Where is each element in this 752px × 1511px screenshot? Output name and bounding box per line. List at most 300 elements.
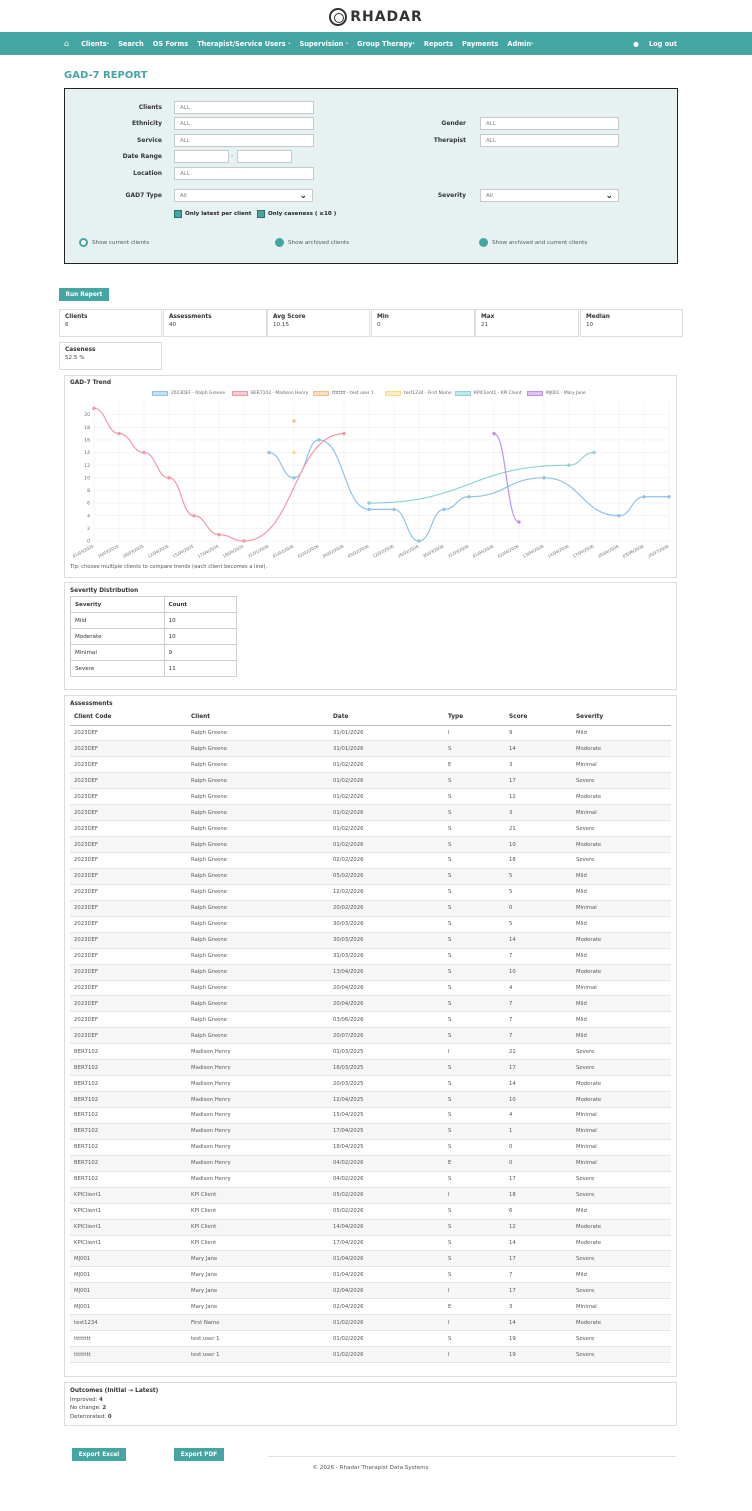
stat-value: 52.5 % bbox=[65, 355, 85, 361]
table-row bbox=[70, 1187, 671, 1203]
severity-cell: Severe bbox=[572, 1347, 671, 1363]
type-cell: S bbox=[444, 1092, 505, 1108]
date-cell: 12/04/2025 bbox=[329, 1092, 444, 1108]
chevron-down-icon: ⌄ bbox=[299, 191, 307, 201]
client-name-cell: Ralph Greene bbox=[187, 1028, 329, 1044]
gad7-type-label: GAD7 Type bbox=[125, 192, 162, 199]
score-cell: 19 bbox=[505, 1331, 572, 1347]
type-cell: S bbox=[444, 1219, 505, 1235]
stat-card-assessments bbox=[163, 309, 267, 337]
type-cell: S bbox=[444, 805, 505, 821]
stat-card-avg-score bbox=[267, 309, 370, 337]
score-cell: 14 bbox=[505, 1235, 572, 1251]
client-name-cell: test user 1 bbox=[187, 1331, 329, 1347]
score-cell: 1 bbox=[505, 1123, 572, 1139]
client-code-cell: BER7102 bbox=[70, 1076, 187, 1092]
nav-item-os-forms[interactable]: OS Forms bbox=[152, 39, 189, 48]
type-cell: S bbox=[444, 980, 505, 996]
severity-cell: Moderate bbox=[572, 1092, 671, 1108]
type-cell: I bbox=[444, 1044, 505, 1060]
nav-item-payments[interactable]: Payments bbox=[462, 39, 499, 48]
score-cell: 3 bbox=[505, 1299, 572, 1315]
severity-cell: Mild bbox=[572, 1267, 671, 1283]
type-cell: S bbox=[444, 853, 505, 869]
client-name-cell: Ralph Greene bbox=[187, 805, 329, 821]
severity-name-cell: Minimal bbox=[71, 645, 165, 661]
client-name-cell: Madison Henry bbox=[187, 1139, 329, 1155]
score-cell: 14 bbox=[505, 741, 572, 757]
score-cell: 0 bbox=[505, 1139, 572, 1155]
type-cell: S bbox=[444, 821, 505, 837]
client-code-cell: KPIClient1 bbox=[70, 1219, 187, 1235]
y-tick-label: 12 bbox=[84, 463, 90, 469]
client-name-cell: Ralph Greene bbox=[187, 853, 329, 869]
client-name-cell: KPI Client bbox=[187, 1235, 329, 1251]
client-name-cell: Madison Henry bbox=[187, 1123, 329, 1139]
score-cell: 7 bbox=[505, 948, 572, 964]
location-label: Location bbox=[133, 170, 162, 177]
client-name-cell: Ralph Greene bbox=[187, 996, 329, 1012]
client-name-cell: Madison Henry bbox=[187, 1076, 329, 1092]
x-tick-label: 30/03/2026 bbox=[421, 543, 445, 559]
table-row bbox=[70, 1283, 671, 1299]
client-name-cell: Mary Jane bbox=[187, 1299, 329, 1315]
type-cell: S bbox=[444, 1331, 505, 1347]
table-row bbox=[70, 853, 671, 869]
radio-current-label: Show current clients bbox=[92, 239, 150, 246]
type-cell: S bbox=[444, 1076, 505, 1092]
stat-card-max bbox=[475, 309, 579, 337]
chevron-down-icon: ⌄ bbox=[605, 191, 613, 201]
client-name-cell: Ralph Greene bbox=[187, 757, 329, 773]
date-cell: 02/04/2026 bbox=[329, 1299, 444, 1315]
type-cell: S bbox=[444, 1139, 505, 1155]
client-code-cell: 2023DEF bbox=[70, 948, 187, 964]
severity-count-cell: 11 bbox=[164, 661, 236, 677]
severity-count-cell: 10 bbox=[164, 613, 236, 629]
score-cell: 7 bbox=[505, 1267, 572, 1283]
date-cell: 01/02/2026 bbox=[329, 789, 444, 805]
logout-link[interactable]: Log out bbox=[648, 39, 677, 48]
legend-label: BER7102 - Madison Henry bbox=[251, 391, 309, 396]
y-tick-label: 18 bbox=[84, 425, 90, 431]
x-tick-label: 04/02/2026 bbox=[321, 543, 345, 559]
type-cell: S bbox=[444, 1012, 505, 1028]
user-icon: ● bbox=[633, 39, 639, 48]
type-cell: S bbox=[444, 1251, 505, 1267]
export-pdf-button[interactable]: Export PDF bbox=[174, 1448, 224, 1461]
service-input[interactable]: ALL bbox=[174, 134, 314, 147]
severity-cell: Severe bbox=[572, 1331, 671, 1347]
date-range-separator: - bbox=[231, 152, 234, 159]
radio-button-selected[interactable] bbox=[79, 238, 88, 247]
radio-current-clients[interactable] bbox=[79, 238, 149, 247]
nav-item-supervision[interactable]: Supervision · bbox=[299, 39, 349, 48]
type-cell: S bbox=[444, 1267, 505, 1283]
data-point bbox=[292, 419, 295, 422]
y-tick-label: 10 bbox=[84, 476, 90, 482]
score-cell: 17 bbox=[505, 1171, 572, 1187]
type-cell: S bbox=[444, 1235, 505, 1251]
severity-row bbox=[71, 661, 237, 677]
gad7-type-select[interactable] bbox=[174, 189, 313, 202]
severity-cell: Minimal bbox=[572, 1155, 671, 1171]
type-cell: S bbox=[444, 868, 505, 884]
data-point bbox=[442, 508, 445, 511]
client-code-cell: BER7102 bbox=[70, 1139, 187, 1155]
data-point bbox=[417, 539, 420, 542]
y-tick-label: 4 bbox=[87, 514, 90, 520]
run-report-button[interactable]: Run Report bbox=[59, 288, 109, 301]
client-code-cell: 2023DEF bbox=[70, 741, 187, 757]
y-tick-label: 14 bbox=[84, 451, 90, 457]
stat-value: 10.15 bbox=[273, 322, 290, 328]
x-tick-label: 03/06/2026 bbox=[621, 543, 645, 559]
type-cell: S bbox=[444, 1060, 505, 1076]
stat-value: 0 bbox=[377, 322, 381, 328]
radio-button[interactable] bbox=[275, 238, 284, 247]
severity-value: All bbox=[486, 193, 493, 199]
table-row bbox=[70, 1155, 671, 1171]
severity-cell: Severe bbox=[572, 773, 671, 789]
client-code-cell: 2023DEF bbox=[70, 789, 187, 805]
date-cell: 30/03/2026 bbox=[329, 932, 444, 948]
column-header: Count bbox=[164, 597, 236, 613]
outcome-label: Improved: bbox=[70, 1397, 98, 1403]
severity-cell: Mild bbox=[572, 884, 671, 900]
nav-item-search[interactable]: Search bbox=[118, 39, 144, 48]
column-header: Client Code bbox=[70, 710, 187, 725]
date-cell: 01/02/2026 bbox=[329, 773, 444, 789]
data-point bbox=[642, 495, 645, 498]
client-code-cell: MJ001 bbox=[70, 1251, 187, 1267]
stat-value: 21 bbox=[481, 322, 489, 328]
type-cell: I bbox=[444, 1283, 505, 1299]
y-tick-label: 20 bbox=[84, 413, 90, 419]
table-row bbox=[70, 1267, 671, 1283]
client-name-cell: Madison Henry bbox=[187, 1155, 329, 1171]
client-code-cell: 2023DEF bbox=[70, 932, 187, 948]
table-row bbox=[70, 805, 671, 821]
nav-item-therapist-service-users[interactable]: Therapist/Service Users · bbox=[197, 39, 291, 48]
date-cell: 01/04/2026 bbox=[329, 1251, 444, 1267]
client-name-cell: Mary Jane bbox=[187, 1283, 329, 1299]
page-title: GAD-7 REPORT bbox=[64, 70, 148, 81]
table-row bbox=[70, 884, 671, 900]
client-code-cell: BER7102 bbox=[70, 1044, 187, 1060]
nav-item-group-therapy[interactable]: Group Therapy· bbox=[357, 39, 415, 48]
severity-select[interactable] bbox=[480, 189, 619, 202]
data-point bbox=[142, 451, 145, 454]
x-tick-label: 15/04/2025 bbox=[171, 543, 195, 559]
table-row bbox=[70, 1012, 671, 1028]
x-tick-label: 12/04/2025 bbox=[146, 543, 170, 559]
severity-cell: Severe bbox=[572, 821, 671, 837]
type-cell: S bbox=[444, 900, 505, 916]
table-row bbox=[70, 773, 671, 789]
client-code-cell: 2023DEF bbox=[70, 757, 187, 773]
radio-archived-clients[interactable] bbox=[275, 238, 349, 247]
outcome-deteriorated bbox=[70, 1413, 112, 1421]
severity-cell: Moderate bbox=[572, 789, 671, 805]
date-cell: 12/02/2026 bbox=[329, 884, 444, 900]
data-point bbox=[492, 432, 495, 435]
x-tick-label: 20/03/2025 bbox=[121, 543, 145, 559]
date-cell: 20/04/2026 bbox=[329, 980, 444, 996]
date-cell: 04/02/2026 bbox=[329, 1155, 444, 1171]
location-input[interactable]: ALL bbox=[174, 167, 314, 180]
date-cell: 13/04/2026 bbox=[329, 964, 444, 980]
only-latest-checkbox[interactable] bbox=[174, 210, 251, 218]
date-cell: 01/04/2026 bbox=[329, 1267, 444, 1283]
type-cell: S bbox=[444, 837, 505, 853]
client-code-cell: BER7102 bbox=[70, 1092, 187, 1108]
checkbox-box[interactable] bbox=[174, 210, 182, 218]
outcome-label: No change: bbox=[70, 1405, 101, 1412]
client-code-cell: MJ001 bbox=[70, 1299, 187, 1315]
score-cell: 17 bbox=[505, 1060, 572, 1076]
x-tick-label: 01/04/2026 bbox=[471, 543, 495, 559]
home-icon[interactable]: ⌂ bbox=[64, 39, 70, 48]
client-name-cell: Madison Henry bbox=[187, 1044, 329, 1060]
outcome-label: Deteriorated: bbox=[70, 1413, 107, 1420]
client-code-cell: 2023DEF bbox=[70, 884, 187, 900]
score-cell: 9 bbox=[505, 725, 572, 741]
checkbox-box[interactable] bbox=[257, 210, 265, 218]
score-cell: 3 bbox=[505, 757, 572, 773]
date-cell: 02/04/2026 bbox=[329, 1283, 444, 1299]
date-to-input[interactable] bbox=[237, 150, 292, 163]
export-excel-button[interactable]: Export Excel bbox=[72, 1448, 126, 1461]
severity-cell: Minimal bbox=[572, 1108, 671, 1124]
date-from-input[interactable] bbox=[174, 150, 229, 163]
client-code-cell: 2023DEF bbox=[70, 1012, 187, 1028]
ethnicity-label: Ethnicity bbox=[132, 120, 162, 127]
x-tick-label: 18/04/2025 bbox=[221, 543, 245, 559]
client-name-cell: Ralph Greene bbox=[187, 980, 329, 996]
data-point bbox=[267, 451, 270, 454]
type-cell: S bbox=[444, 948, 505, 964]
date-cell: 31/03/2026 bbox=[329, 948, 444, 964]
client-name-cell: Mary Jane bbox=[187, 1251, 329, 1267]
type-cell: S bbox=[444, 884, 505, 900]
type-cell: S bbox=[444, 1108, 505, 1124]
stat-label: Caseness bbox=[65, 347, 96, 353]
table-row bbox=[70, 1219, 671, 1235]
client-name-cell: Ralph Greene bbox=[187, 900, 329, 916]
client-name-cell: Ralph Greene bbox=[187, 789, 329, 805]
data-point bbox=[217, 533, 220, 536]
date-range-label: Date Range bbox=[122, 153, 162, 160]
clients-input[interactable]: ALL bbox=[174, 101, 314, 114]
outcomes-list bbox=[70, 1396, 112, 1421]
nav-item-reports[interactable]: Reports bbox=[423, 39, 454, 48]
severity-cell: Mild bbox=[572, 916, 671, 932]
type-cell: S bbox=[444, 916, 505, 932]
severity-cell: Mild bbox=[572, 1028, 671, 1044]
score-cell: 3 bbox=[505, 805, 572, 821]
severity-row bbox=[71, 645, 237, 661]
severity-cell: Moderate bbox=[572, 1315, 671, 1331]
x-tick-label: 01/02/2026 bbox=[271, 543, 295, 559]
client-code-cell: 2023DEF bbox=[70, 996, 187, 1012]
client-code-cell: 2023DEF bbox=[70, 964, 187, 980]
score-cell: 21 bbox=[505, 821, 572, 837]
client-name-cell: Ralph Greene bbox=[187, 837, 329, 853]
table-row bbox=[70, 980, 671, 996]
x-tick-label: 13/04/2026 bbox=[521, 543, 545, 559]
severity-title: Severity Distribution bbox=[70, 588, 139, 594]
score-cell: 10 bbox=[505, 964, 572, 980]
ethnicity-input[interactable]: ALL bbox=[174, 117, 314, 130]
client-code-cell: 2023DEF bbox=[70, 1028, 187, 1044]
client-name-cell: Madison Henry bbox=[187, 1060, 329, 1076]
table-row bbox=[70, 1060, 671, 1076]
client-code-cell: KPIClient1 bbox=[70, 1203, 187, 1219]
outcome-value: 0 bbox=[107, 1413, 112, 1420]
client-code-cell: BER7102 bbox=[70, 1171, 187, 1187]
severity-cell: Minimal bbox=[572, 805, 671, 821]
score-cell: 0 bbox=[505, 1155, 572, 1171]
nav-item-clients[interactable]: Clients· bbox=[81, 39, 110, 48]
table-row bbox=[70, 1108, 671, 1124]
only-caseness-checkbox[interactable] bbox=[257, 210, 336, 218]
table-row bbox=[70, 1028, 671, 1044]
stat-label: Max bbox=[481, 314, 495, 320]
severity-cell: Moderate bbox=[572, 741, 671, 757]
copyright: © 2026 - Rhadar Therapist Data Systems bbox=[312, 1465, 429, 1471]
y-tick-label: 8 bbox=[87, 489, 90, 495]
client-name-cell: Ralph Greene bbox=[187, 725, 329, 741]
date-cell: 20/07/2026 bbox=[329, 1028, 444, 1044]
score-cell: 4 bbox=[505, 1108, 572, 1124]
client-code-cell: 2023DEF bbox=[70, 805, 187, 821]
only-caseness-label: Only caseness ( ≥10 ) bbox=[268, 211, 337, 217]
type-cell: S bbox=[444, 773, 505, 789]
score-cell: 5 bbox=[505, 884, 572, 900]
therapist-label: Therapist bbox=[433, 137, 466, 144]
client-name-cell: Madison Henry bbox=[187, 1092, 329, 1108]
client-code-cell: 2023DEF bbox=[70, 821, 187, 837]
trend-tip: Tip: choose multiple clients to compare trends (each client becomes a line). bbox=[70, 564, 268, 570]
date-cell: 05/02/2026 bbox=[329, 1187, 444, 1203]
assessments-table bbox=[70, 710, 671, 1363]
client-code-cell: 2023DEF bbox=[70, 900, 187, 916]
data-point bbox=[517, 520, 520, 523]
x-tick-label: 31/03/2026 bbox=[446, 543, 470, 559]
stat-card-clients bbox=[59, 309, 162, 337]
severity-cell: Minimal bbox=[572, 1139, 671, 1155]
table-row bbox=[70, 932, 671, 948]
table-row bbox=[70, 868, 671, 884]
gender-label: Gender bbox=[441, 120, 466, 127]
score-cell: 18 bbox=[505, 1187, 572, 1203]
column-header: Type bbox=[444, 710, 505, 725]
nav-item-admin[interactable]: Admin· bbox=[507, 39, 534, 48]
table-row bbox=[70, 1123, 671, 1139]
type-cell: S bbox=[444, 1123, 505, 1139]
severity-count-cell: 9 bbox=[164, 645, 236, 661]
x-tick-label: 01/03/2025 bbox=[71, 543, 95, 559]
severity-cell: Moderate bbox=[572, 932, 671, 948]
table-row bbox=[70, 1315, 671, 1331]
date-cell: 02/02/2026 bbox=[329, 853, 444, 869]
data-point bbox=[292, 476, 295, 479]
severity-cell: Mild bbox=[572, 868, 671, 884]
date-cell: 05/02/2026 bbox=[329, 1203, 444, 1219]
radio-button[interactable] bbox=[479, 238, 488, 247]
severity-cell: Severe bbox=[572, 1251, 671, 1267]
x-tick-label: 20/04/2026 bbox=[596, 543, 620, 559]
type-cell: S bbox=[444, 1203, 505, 1219]
date-cell: 20/04/2026 bbox=[329, 996, 444, 1012]
date-cell: 18/04/2025 bbox=[329, 1139, 444, 1155]
stat-value: 40 bbox=[169, 322, 177, 328]
severity-name-cell: Mild bbox=[71, 613, 165, 629]
radio-archived-and-current[interactable] bbox=[479, 238, 587, 247]
logo-mark-icon bbox=[329, 8, 347, 26]
client-name-cell: Ralph Greene bbox=[187, 948, 329, 964]
main-navbar bbox=[0, 32, 752, 55]
table-row bbox=[70, 1347, 671, 1363]
data-point bbox=[467, 495, 470, 498]
client-name-cell: test user 1 bbox=[187, 1347, 329, 1363]
client-name-cell: Mary Jane bbox=[187, 1267, 329, 1283]
brand-logo[interactable] bbox=[0, 4, 752, 30]
stat-value: 6 bbox=[65, 322, 69, 328]
score-cell: 12 bbox=[505, 1219, 572, 1235]
client-code-cell: KPIClient1 bbox=[70, 1187, 187, 1203]
type-cell: S bbox=[444, 741, 505, 757]
data-point bbox=[192, 514, 195, 517]
y-tick-label: 0 bbox=[87, 539, 90, 545]
legend-label: KPIClient1 - KPI Client bbox=[474, 391, 522, 396]
score-cell: 18 bbox=[505, 853, 572, 869]
score-cell: 14 bbox=[505, 1315, 572, 1331]
table-row bbox=[70, 1139, 671, 1155]
stat-value: 10 bbox=[586, 322, 594, 328]
stat-label: Avg Score bbox=[273, 314, 306, 320]
column-header: Client bbox=[187, 710, 329, 725]
outcome-improved bbox=[70, 1396, 112, 1404]
date-cell: 01/02/2026 bbox=[329, 821, 444, 837]
client-code-cell: 2023DEF bbox=[70, 853, 187, 869]
table-row bbox=[70, 916, 671, 932]
client-code-cell: 2023DEF bbox=[70, 837, 187, 853]
severity-label: Severity bbox=[437, 192, 466, 199]
data-point bbox=[667, 495, 670, 498]
outcome-value: 4 bbox=[99, 1397, 103, 1403]
gender-input[interactable]: ALL bbox=[480, 117, 619, 130]
client-code-cell: BER7102 bbox=[70, 1155, 187, 1171]
column-header: Severity bbox=[572, 710, 671, 725]
client-code-cell: BER7102 bbox=[70, 1108, 187, 1124]
severity-cell: Moderate bbox=[572, 1076, 671, 1092]
data-point bbox=[292, 451, 295, 454]
date-cell: 16/03/2025 bbox=[329, 1060, 444, 1076]
severity-cell: Mild bbox=[572, 996, 671, 1012]
data-point bbox=[367, 508, 370, 511]
column-header: Score bbox=[505, 710, 572, 725]
score-cell: 17 bbox=[505, 1283, 572, 1299]
client-name-cell: KPI Client bbox=[187, 1203, 329, 1219]
footer-divider bbox=[268, 1456, 676, 1457]
therapist-input[interactable]: ALL bbox=[480, 134, 619, 147]
stat-card-min bbox=[371, 309, 475, 337]
client-name-cell: Ralph Greene bbox=[187, 916, 329, 932]
legend-label: MJ001 - Mary Jane bbox=[546, 391, 586, 396]
type-cell: I bbox=[444, 1347, 505, 1363]
